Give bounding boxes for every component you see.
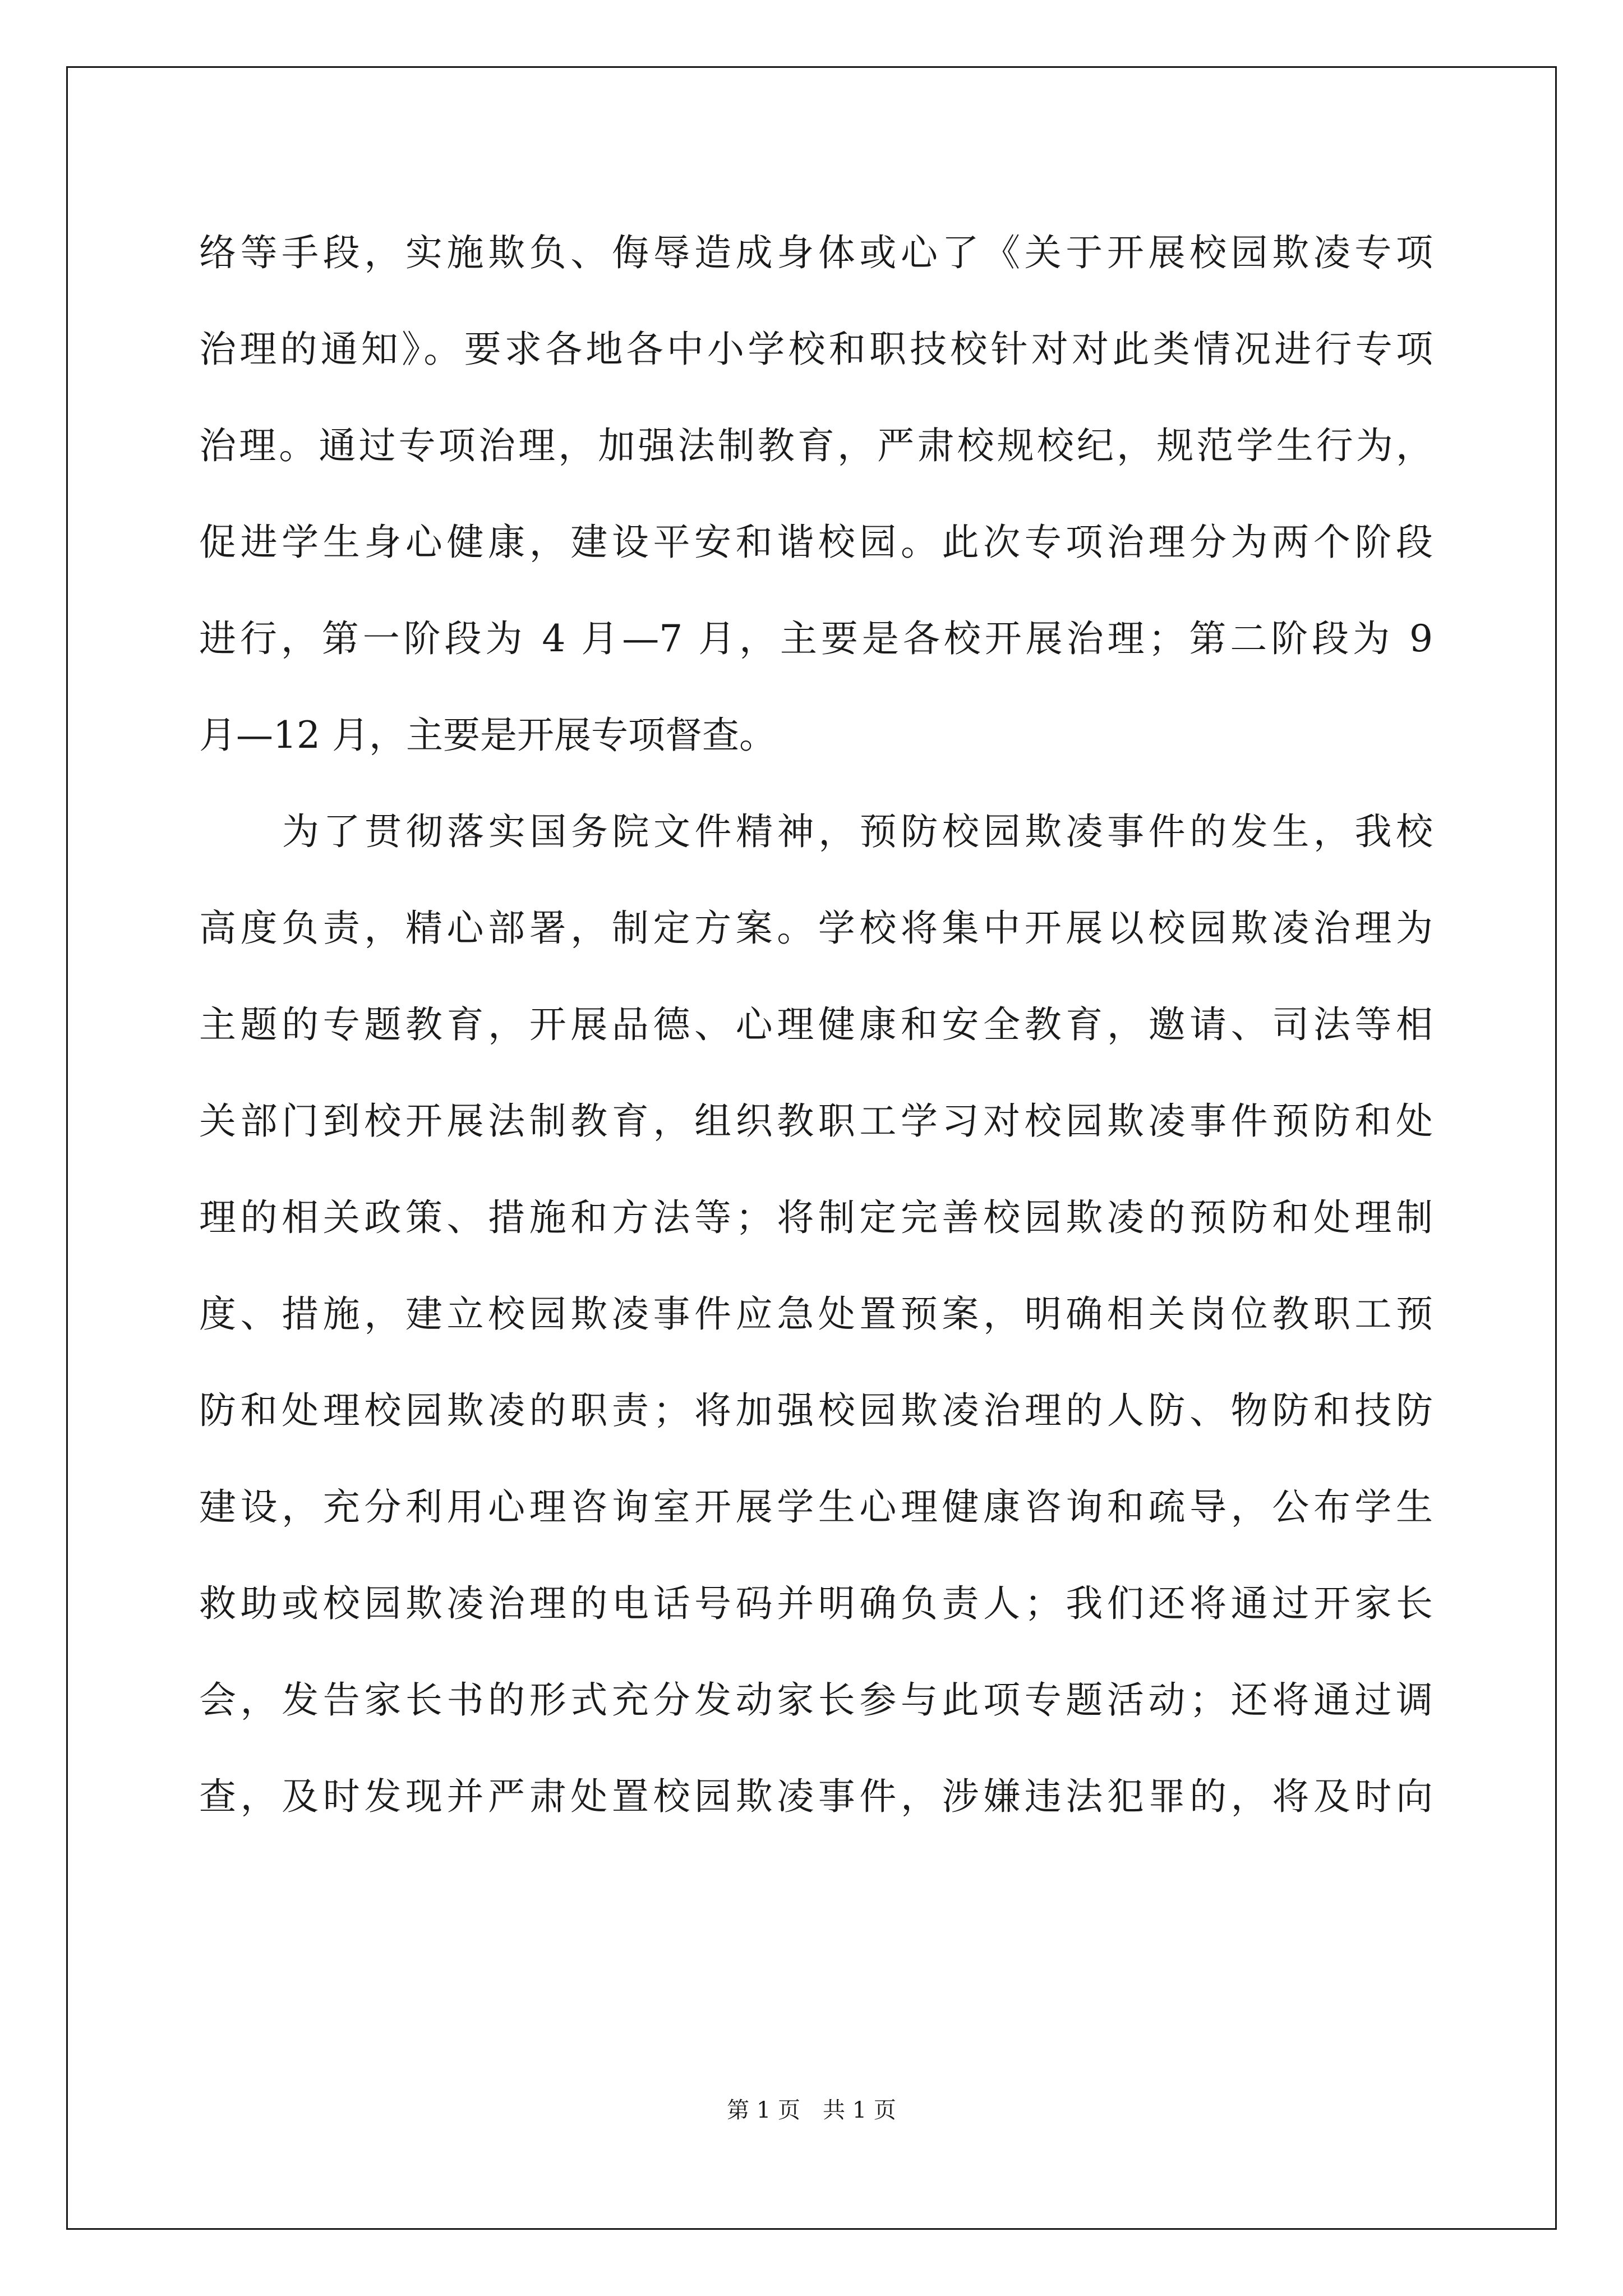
paragraph-1-line-6: 月—12 月，主要是开展专项督查。 [199, 714, 776, 757]
paragraph-2-line-4: 关部门到校开展法制教育，组织教职工学习对校园欺凌事件预防和处 [199, 1099, 1433, 1143]
paragraph-2-line-8: 建设，充分利用心理咨询室开展学生心理健康咨询和疏导，公布学生 [199, 1485, 1433, 1529]
page-number-current: 第 1 页 [727, 2097, 800, 2123]
paragraph-1-line-5: 进行，第一阶段为 4 月—7 月，主要是各校开展治理；第二阶段为 9 [199, 617, 1433, 660]
paragraph-2-line-6: 度、措施，建立校园欺凌事件应急处置预案，明确相关岗位教职工预 [199, 1292, 1433, 1336]
paragraph-2-line-2: 高度负责，精心部署，制定方案。学校将集中开展以校园欺凌治理为 [199, 907, 1433, 950]
paragraph-2-line-3: 主题的专题教育，开展品德、心理健康和安全教育，邀请、司法等相 [199, 1003, 1433, 1046]
paragraph-2-line-11: 查，及时发现并严肃处置校园欺凌事件，涉嫌违法犯罪的，将及时向 [199, 1775, 1433, 1818]
paragraph-2-line-7: 防和处理校园欺凌的职责；将加强校园欺凌治理的人防、物防和技防 [199, 1389, 1433, 1432]
paragraph-2-line-1: 为了贯彻落实国务院文件精神，预防校园欺凌事件的发生，我校 [282, 810, 1433, 853]
page-number-total: 共 1 页 [823, 2097, 896, 2123]
page-footer [0, 2092, 1623, 2124]
paragraph-1-line-2: 治理的通知》。要求各地各中小学校和职技校针对对此类情况进行专项 [199, 328, 1433, 371]
paragraph-1-line-3: 治理。通过专项治理，加强法制教育，严肃校规校纪，规范学生行为， [199, 424, 1433, 467]
paragraph-2-line-5: 理的相关政策、措施和方法等；将制定完善校园欺凌的预防和处理制 [199, 1196, 1433, 1239]
document-body [199, 205, 1433, 1845]
paragraph-1-line-1: 络等手段，实施欺负、侮辱造成身体或心了《关于开展校园欺凌专项 [199, 231, 1433, 274]
paragraph-2-line-10: 会，发告家长书的形式充分发动家长参与此项专题活动；还将通过调 [199, 1678, 1433, 1722]
paragraph-2-line-9: 救助或校园欺凌治理的电话号码并明确负责人；我们还将通过开家长 [199, 1582, 1433, 1625]
paragraph-1-line-4: 促进学生身心健康，建设平安和谐校园。此次专项治理分为两个阶段 [199, 521, 1433, 564]
